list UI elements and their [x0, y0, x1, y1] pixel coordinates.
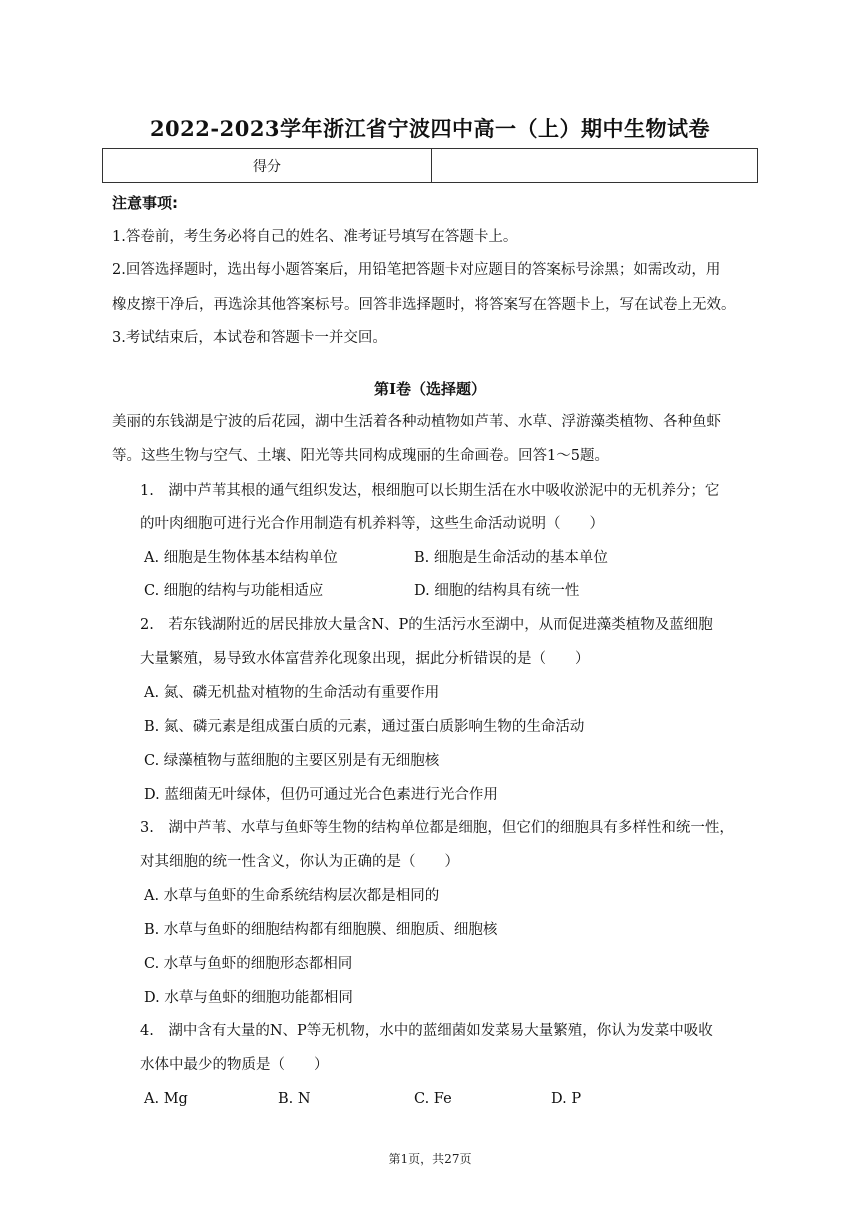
question-3-option-d: D. 水草与鱼虾的细胞功能都相同 — [144, 990, 353, 1006]
note-item: 橡皮擦干净后，再选涂其他答案标号。回答非选择题时，将答案写在答题卡上，写在试卷上无效。 — [112, 297, 736, 313]
question-4-option-b: B. N — [278, 1091, 311, 1107]
score-value-field[interactable] — [432, 149, 760, 182]
question-1-stem: 的叶肉细胞可进行光合作用制造有机养料等，这些生命活动说明（ ） — [140, 516, 604, 532]
question-4-stem: 水体中最少的物质是（ ） — [140, 1057, 329, 1073]
intro-paragraph: 等。这些生物与空气、土壤、阳光等共同构成瑰丽的生命画卷。回答1～5题。 — [112, 448, 609, 464]
question-2-option-c: C. 绿藻植物与蓝细胞的主要区别是有无细胞核 — [144, 753, 440, 769]
note-item: 3.考试结束后，本试卷和答题卡一并交回。 — [112, 330, 387, 346]
question-1-stem: 1. 湖中芦苇其根的通气组织发达，根细胞可以长期生活在水中吸收淤泥中的无机养分；它 — [140, 483, 720, 499]
question-4-option-a: A. Mg — [144, 1091, 188, 1107]
page-footer: 第1页，共27页 — [388, 1152, 472, 1166]
question-1-option-b: B. 细胞是生命活动的基本单位 — [414, 550, 608, 566]
question-3-stem: 3. 湖中芦苇、水草与鱼虾等生物的结构单位都是细胞，但它们的细胞具有多样性和统一性， — [140, 820, 734, 836]
question-2-option-d: D. 蓝细菌无叶绿体，但仍可通过光合色素进行光合作用 — [144, 787, 498, 803]
note-item: 1.答卷前，考生务必将自己的姓名、准考证号填写在答题卡上。 — [112, 229, 518, 245]
intro-paragraph: 美丽的东钱湖是宁波的后花园，湖中生活着各种动植物如芦苇、水草、浮游藻类植物、各种鱼虾 — [112, 414, 721, 430]
question-3-option-c: C. 水草与鱼虾的细胞形态都相同 — [144, 956, 353, 972]
question-2-stem: 2. 若东钱湖附近的居民排放大量含N、P的生活污水至湖中，从而促进藻类植物及蓝细胞 — [140, 617, 713, 633]
question-3-option-a: A. 水草与鱼虾的生命系统结构层次都是相同的 — [144, 888, 440, 904]
question-3-stem: 对其细胞的统一性含义，你认为正确的是（ ） — [140, 854, 459, 870]
question-2-option-a: A. 氮、磷无机盐对植物的生命活动有重要作用 — [144, 685, 440, 701]
question-4-option-c: C. Fe — [414, 1091, 452, 1107]
question-2-stem: 大量繁殖，易导致水体富营养化现象出现，据此分析错误的是（ ） — [140, 651, 590, 667]
score-label: 得分 — [103, 149, 432, 182]
notes-heading: 注意事项: — [112, 194, 178, 212]
question-1-option-c: C. 细胞的结构与功能相适应 — [144, 583, 324, 599]
question-4-stem: 4. 湖中含有大量的N、P等无机物，水中的蓝细菌如发菜易大量繁殖，你认为发菜中吸收 — [140, 1023, 713, 1039]
document-title: 2022-2023学年浙江省宁波四中高一（上）期中生物试卷 — [149, 116, 711, 141]
score-table — [102, 148, 758, 183]
question-1-option-d: D. 细胞的结构具有统一性 — [414, 583, 580, 599]
question-3-option-b: B. 水草与鱼虾的细胞结构都有细胞膜、细胞质、细胞核 — [144, 922, 498, 938]
question-4-option-d: D. P — [551, 1091, 582, 1107]
question-2-option-b: B. 氮、磷元素是组成蛋白质的元素，通过蛋白质影响生物的生命活动 — [144, 719, 585, 735]
question-1-option-a: A. 细胞是生物体基本结构单位 — [144, 550, 338, 566]
note-item: 2.回答选择题时，选出每小题答案后，用铅笔把答题卡对应题目的答案标号涂黑；如需改动，用 — [112, 262, 721, 278]
section-title: 第I卷（选择题） — [373, 380, 487, 398]
